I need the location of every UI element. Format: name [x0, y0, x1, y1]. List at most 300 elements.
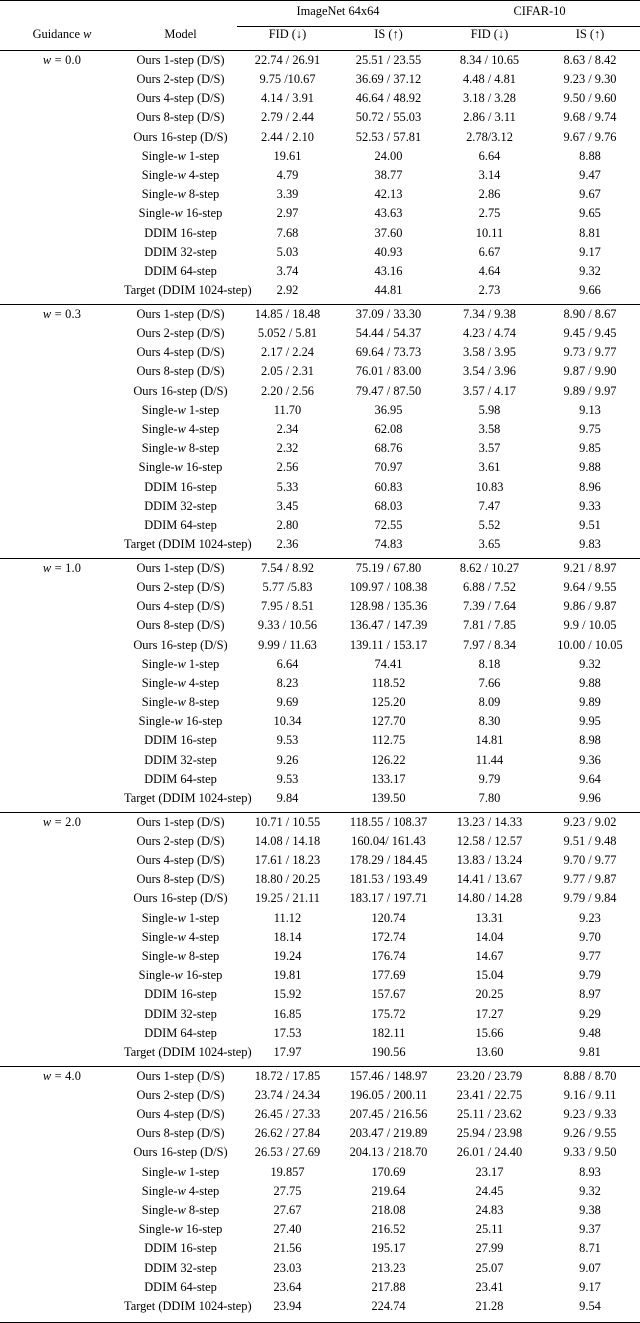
guidance-symbol: w	[177, 168, 186, 182]
cifar-fid-value: 20.25	[475, 987, 504, 1002]
guidance-empty	[0, 1046, 124, 1065]
imagenet-is-value: 74.41	[374, 656, 403, 671]
imagenet-fid-value: 14.08 / 14.18	[254, 833, 321, 848]
imagenet-fid-value: 2.20 / 2.56	[260, 383, 314, 398]
model-name: Ours 1-step (D/S)	[136, 306, 225, 321]
table-row	[0, 131, 640, 150]
imagenet-is-value: 36.95	[374, 402, 403, 417]
model-name: Single-w 8-step	[141, 187, 220, 202]
guidance-empty	[0, 284, 124, 303]
column-group-imagenet: ImageNet 64x64	[237, 4, 439, 27]
imagenet-fid-value: 22.74 / 26.91	[254, 52, 321, 67]
imagenet-is-value: 177.69	[371, 968, 406, 983]
guidance-empty	[0, 677, 124, 696]
table-row	[0, 305, 640, 327]
imagenet-fid-value: 9.99 / 11.63	[258, 637, 317, 652]
guidance-empty	[0, 423, 124, 442]
cifar-is-value: 9.13	[579, 402, 601, 417]
cifar-is-value: 8.88	[579, 148, 601, 163]
model-name: Single-w 1-step	[141, 1164, 220, 1179]
model-name: Single-w 8-step	[141, 1202, 220, 1217]
table-row	[0, 1281, 640, 1300]
cifar-is-value: 9.32	[579, 263, 601, 278]
model-name: Ours 1-step (D/S)	[136, 52, 225, 67]
table-row	[0, 481, 640, 500]
cifar-fid-value: 25.07	[475, 1260, 504, 1275]
cifar-is-value: 9.87 / 9.90	[563, 364, 617, 379]
model-name: Single-w 4-step	[141, 929, 220, 944]
cifar-is-value: 9.45 / 9.45	[563, 326, 617, 340]
table-row	[0, 969, 640, 988]
imagenet-fid-value: 2.97	[276, 206, 299, 221]
imagenet-is-value: 157.46 / 148.97	[349, 1068, 428, 1083]
table-row	[0, 111, 640, 130]
imagenet-is-value: 74.83	[374, 537, 403, 552]
cifar-fid-value: 8.62 / 10.27	[459, 560, 520, 575]
imagenet-is-value: 25.51 / 23.55	[355, 52, 422, 67]
guidance-value: w = 0.0	[42, 52, 82, 67]
imagenet-fid-value: 2.44 / 2.10	[260, 129, 314, 144]
imagenet-is-value: 204.13 / 218.70	[349, 1145, 428, 1160]
table-row	[0, 677, 640, 696]
imagenet-is-value: 218.08	[371, 1202, 406, 1217]
imagenet-is-value: 183.17 / 197.71	[349, 891, 428, 906]
cifar-is-value: 9.23 / 9.33	[563, 1107, 617, 1121]
cifar-is-value: 9.83	[579, 537, 601, 552]
cifar-is-value: 9.36	[579, 752, 601, 767]
table-row	[0, 658, 640, 677]
imagenet-is-value: 125.20	[371, 695, 406, 710]
imagenet-fid-value: 7.54 / 8.92	[260, 560, 314, 575]
table-row	[0, 284, 640, 303]
model-name: Single-w 16-step	[138, 714, 223, 729]
guidance-empty	[0, 265, 124, 284]
cifar-is-value: 8.93	[579, 1164, 601, 1179]
cifar-is-value: 9.95	[579, 714, 601, 729]
cifar-fid-value: 3.18 / 3.28	[462, 91, 516, 106]
cifar-fid-value: 2.75	[478, 206, 501, 221]
guidance-empty	[0, 950, 124, 969]
cifar-fid-value: 14.81	[475, 733, 504, 748]
imagenet-is-value: 50.72 / 55.03	[355, 110, 422, 125]
cifar-is-value: 9.50 / 9.60	[563, 91, 617, 106]
cifar-fid-value: 6.64	[478, 148, 501, 163]
imagenet-is-value: 75.19 / 67.80	[355, 560, 422, 575]
table-row	[0, 385, 640, 404]
guidance-empty	[0, 581, 124, 600]
imagenet-fid-value: 23.94	[273, 1298, 302, 1313]
model-name: DDIM 16-step	[144, 987, 217, 1002]
cifar-is-value: 9.70 / 9.77	[563, 853, 617, 868]
imagenet-fid-value: 9.33 / 10.56	[257, 618, 318, 633]
guidance-empty	[0, 734, 124, 753]
model-name: Single-w 8-step	[141, 695, 220, 710]
guidance-empty	[0, 150, 124, 169]
guidance-symbol: w	[174, 714, 183, 729]
header-imagenet-fid: FID (↓)	[268, 27, 307, 42]
header-model: Model	[164, 27, 197, 42]
model-name: DDIM 64-step	[144, 517, 217, 532]
guidance-symbol: w	[177, 1164, 186, 1179]
cifar-is-value: 8.63 / 8.42	[563, 52, 617, 67]
cifar-fid-value: 7.97 / 8.34	[462, 637, 516, 652]
model-name: Ours 4-step (D/S)	[136, 853, 225, 868]
imagenet-fid-value: 18.72 / 17.85	[254, 1068, 321, 1083]
imagenet-fid-value: 3.74	[276, 263, 299, 278]
table-row	[0, 346, 640, 365]
guidance-symbol: w	[177, 148, 186, 163]
imagenet-is-value: 128.98 / 135.36	[349, 599, 428, 614]
cifar-is-value: 9.67	[579, 187, 601, 202]
guidance-empty	[0, 169, 124, 188]
cifar-is-value: 9.86 / 9.87	[563, 599, 617, 614]
imagenet-is-value: 68.76	[374, 441, 403, 456]
cifar-fid-value: 23.41 / 22.75	[456, 1087, 523, 1102]
table-row	[0, 461, 640, 480]
table-row	[0, 1223, 640, 1242]
cifar-fid-value: 25.94 / 23.98	[456, 1126, 523, 1141]
imagenet-fid-value: 14.85 / 18.48	[254, 306, 321, 321]
cifar-fid-value: 3.58	[478, 421, 501, 436]
imagenet-fid-value: 21.56	[273, 1241, 302, 1256]
cifar-is-value: 9.73 / 9.77	[563, 345, 617, 360]
cifar-is-value: 9.17	[579, 1279, 601, 1294]
cifar-fid-value: 7.81 / 7.85	[462, 618, 516, 633]
imagenet-is-value: 60.83	[374, 479, 403, 494]
guidance-symbol: w	[42, 1068, 52, 1083]
imagenet-fid-value: 5.03	[276, 244, 299, 259]
table-row	[0, 792, 640, 811]
table-row	[0, 1185, 640, 1204]
cifar-fid-value: 23.17	[475, 1164, 504, 1179]
cifar-fid-value: 10.11	[475, 225, 504, 240]
guidance-empty	[0, 835, 124, 854]
table-row	[0, 581, 640, 600]
cifar-is-value: 8.88 / 8.70	[563, 1068, 617, 1083]
model-name: Ours 8-step (D/S)	[136, 1126, 225, 1141]
cifar-is-value: 9.88	[579, 675, 601, 690]
header-guidance: Guidance w	[32, 27, 92, 42]
guidance-empty	[0, 854, 124, 873]
cifar-fid-value: 3.57	[478, 441, 501, 456]
guidance-symbol: w	[42, 560, 52, 575]
model-name: Ours 2-step (D/S)	[136, 1087, 225, 1102]
imagenet-is-value: 37.60	[374, 225, 403, 240]
cifar-fid-value: 14.41 / 13.67	[456, 872, 523, 887]
table-row	[0, 813, 640, 835]
table-row	[0, 1262, 640, 1281]
imagenet-fid-value: 6.64	[276, 656, 299, 671]
cifar-is-value: 9.54	[579, 1298, 601, 1313]
cifar-fid-value: 7.34 / 9.38	[462, 306, 516, 321]
guidance-empty	[0, 873, 124, 892]
guidance-symbol: w	[42, 52, 52, 67]
imagenet-fid-value: 26.62 / 27.84	[254, 1126, 321, 1141]
guidance-symbol: w	[174, 206, 183, 221]
imagenet-is-value: 139.50	[371, 791, 406, 805]
guidance-symbol: w	[177, 949, 186, 963]
cifar-fid-value: 2.73	[478, 283, 501, 298]
imagenet-is-value: 207.45 / 216.56	[349, 1107, 428, 1121]
model-name: DDIM 32-step	[144, 498, 217, 513]
table-row	[0, 500, 640, 519]
model-name: Single-w 8-step	[141, 949, 220, 963]
imagenet-is-value: 118.55 / 108.37	[349, 814, 428, 829]
cifar-fid-value: 24.45	[475, 1183, 504, 1198]
cifar-is-value: 9.33	[579, 498, 601, 513]
guidance-symbol: w	[177, 675, 186, 690]
cifar-is-value: 9.65	[579, 206, 601, 221]
imagenet-is-value: 213.23	[371, 1260, 406, 1275]
model-name: Single-w 4-step	[141, 168, 220, 182]
table-row	[0, 227, 640, 246]
guidance-symbol: w	[177, 402, 186, 417]
imagenet-is-value: 79.47 / 87.50	[355, 383, 422, 398]
imagenet-fid-value: 10.71 / 10.55	[254, 814, 321, 829]
guidance-symbol: w	[177, 187, 186, 202]
table-row	[0, 931, 640, 950]
table-row	[0, 188, 640, 207]
imagenet-fid-value: 11.70	[273, 402, 302, 417]
model-name: Ours 4-step (D/S)	[136, 91, 225, 106]
imagenet-fid-value: 16.85	[273, 1006, 302, 1021]
table-row	[0, 51, 640, 73]
guidance-symbol: w	[174, 460, 183, 475]
table-row	[0, 734, 640, 753]
cifar-is-value: 8.81	[579, 225, 601, 240]
guidance-symbol: w	[83, 27, 92, 42]
imagenet-is-value: 72.55	[374, 517, 403, 532]
imagenet-is-value: 157.67	[371, 987, 406, 1002]
model-name: DDIM 64-step	[144, 1025, 217, 1040]
model-name: DDIM 32-step	[144, 752, 217, 767]
cifar-is-value: 9.32	[579, 1183, 601, 1198]
imagenet-fid-value: 4.79	[276, 168, 299, 182]
cifar-fid-value: 24.83	[475, 1202, 504, 1217]
table-row	[0, 207, 640, 226]
imagenet-fid-value: 17.53	[273, 1025, 302, 1040]
model-name: DDIM 16-step	[144, 479, 217, 494]
imagenet-fid-value: 2.92	[276, 283, 299, 298]
guidance-empty	[0, 131, 124, 150]
cifar-is-value: 8.90 / 8.67	[563, 306, 617, 321]
imagenet-fid-value: 2.56	[276, 460, 299, 475]
model-name: Ours 1-step (D/S)	[136, 814, 225, 829]
model-name: Ours 1-step (D/S)	[136, 560, 225, 575]
guidance-empty	[0, 246, 124, 265]
imagenet-is-value: 54.44 / 54.37	[355, 326, 422, 340]
cifar-fid-value: 8.30	[478, 714, 501, 729]
guidance-empty	[0, 715, 124, 734]
imagenet-is-value: 195.17	[371, 1241, 406, 1256]
model-name: Ours 2-step (D/S)	[136, 833, 225, 848]
table-row	[0, 1242, 640, 1261]
cifar-is-value: 9.23 / 9.02	[563, 814, 617, 829]
guidance-empty	[0, 1300, 124, 1319]
guidance-empty	[0, 442, 124, 461]
model-name: Single-w 4-step	[141, 421, 220, 436]
table-row	[0, 265, 640, 284]
table-row	[0, 1127, 640, 1146]
imagenet-is-value: 24.00	[374, 148, 403, 163]
guidance-symbol: w	[177, 910, 186, 925]
guidance-empty	[0, 404, 124, 423]
model-name: Ours 4-step (D/S)	[136, 599, 225, 614]
imagenet-is-value: 43.63	[374, 206, 403, 221]
table-row	[0, 1300, 640, 1319]
guidance-symbol: w	[174, 968, 183, 983]
model-name: Single-w 16-step	[138, 206, 223, 221]
imagenet-is-value: 181.53 / 193.49	[349, 872, 428, 887]
rule-segment	[237, 1319, 338, 1323]
cifar-is-value: 9.64	[579, 771, 601, 786]
guidance-empty	[0, 988, 124, 1007]
imagenet-is-value: 175.72	[371, 1006, 406, 1021]
imagenet-is-value: 219.64	[371, 1183, 406, 1198]
imagenet-fid-value: 2.79 / 2.44	[260, 110, 314, 125]
guidance-empty	[0, 773, 124, 792]
model-name: DDIM 32-step	[144, 1006, 217, 1021]
imagenet-fid-value: 2.80	[276, 517, 299, 532]
guidance-empty	[0, 931, 124, 950]
model-name: DDIM 32-step	[144, 1260, 217, 1275]
guidance-symbol: w	[42, 306, 52, 321]
imagenet-fid-value: 9.69	[276, 695, 299, 710]
guidance-empty	[0, 1281, 124, 1300]
cifar-is-value: 9.38	[579, 1202, 601, 1217]
rule-segment	[0, 1319, 124, 1323]
imagenet-fid-value: 18.14	[273, 929, 302, 944]
table-row	[0, 538, 640, 557]
imagenet-is-value: 178.29 / 184.45	[349, 853, 428, 868]
cifar-is-value: 10.00 / 10.05	[557, 637, 623, 652]
cifar-is-value: 9.32	[579, 656, 601, 671]
table-row	[0, 892, 640, 911]
cifar-fid-value: 5.52	[478, 517, 501, 532]
cifar-is-value: 9.89	[579, 695, 601, 710]
imagenet-is-value: 37.09 / 33.30	[355, 306, 422, 321]
guidance-empty	[0, 892, 124, 911]
imagenet-is-value: 170.69	[371, 1164, 406, 1179]
imagenet-is-value: 109.97 / 108.38	[349, 579, 428, 594]
table-row	[0, 423, 640, 442]
imagenet-fid-value: 19.857	[270, 1164, 305, 1179]
column-group-header-row	[0, 4, 640, 27]
imagenet-is-value: 38.77	[374, 168, 403, 182]
cifar-fid-value: 4.64	[478, 263, 501, 278]
cifar-is-value: 9.77 / 9.87	[563, 872, 617, 887]
guidance-empty	[0, 1185, 124, 1204]
imagenet-fid-value: 4.14 / 3.91	[260, 91, 314, 106]
cifar-fid-value: 8.34 / 10.65	[459, 52, 520, 67]
imagenet-fid-value: 5.77 /5.83	[262, 579, 313, 594]
imagenet-fid-value: 27.75	[273, 1183, 302, 1198]
imagenet-is-value: 217.88	[371, 1279, 406, 1294]
guidance-symbol: w	[177, 1183, 186, 1198]
imagenet-fid-value: 3.45	[276, 498, 299, 513]
model-name: Single-w 1-step	[141, 910, 220, 925]
guidance-empty	[0, 619, 124, 638]
model-name: DDIM 32-step	[144, 244, 217, 259]
table-bottom-rule	[0, 1319, 640, 1323]
guidance-empty	[0, 1223, 124, 1242]
imagenet-fid-value: 8.23	[276, 675, 299, 690]
model-name: Ours 16-step (D/S)	[133, 637, 228, 652]
table-row	[0, 619, 640, 638]
guidance-symbol: w	[174, 1222, 183, 1237]
imagenet-is-value: 172.74	[371, 929, 406, 944]
imagenet-is-value: 139.11 / 153.17	[349, 637, 428, 652]
guidance-empty	[0, 1242, 124, 1261]
cifar-fid-value: 17.27	[475, 1006, 504, 1021]
imagenet-fid-value: 5.33	[276, 479, 299, 494]
model-name: DDIM 64-step	[144, 1279, 217, 1294]
cifar-is-value: 9.9 / 10.05	[563, 618, 617, 633]
guidance-empty	[0, 365, 124, 384]
model-name: Single-w 16-step	[138, 460, 223, 475]
cifar-is-value: 9.81	[579, 1044, 601, 1059]
guidance-empty	[0, 696, 124, 715]
cifar-fid-value: 5.98	[478, 402, 501, 417]
cifar-is-value: 9.51	[579, 517, 601, 532]
imagenet-fid-value: 3.39	[276, 187, 299, 202]
table-row	[0, 773, 640, 792]
model-name: Target (DDIM 1024-step)	[124, 1044, 252, 1059]
cifar-fid-value: 13.60	[475, 1044, 504, 1059]
table-row	[0, 1204, 640, 1223]
model-name: Single-w 16-step	[138, 1222, 223, 1237]
cifar-fid-value: 8.09	[478, 695, 501, 710]
imagenet-fid-value: 26.53 / 27.69	[254, 1145, 321, 1160]
cifar-is-value: 9.96	[579, 791, 601, 805]
imagenet-is-value: 224.74	[371, 1298, 406, 1313]
guidance-empty	[0, 500, 124, 519]
imagenet-fid-value: 27.40	[273, 1222, 302, 1237]
table-row	[0, 854, 640, 873]
cifar-is-value: 9.88	[579, 460, 601, 475]
guidance-empty	[0, 1262, 124, 1281]
imagenet-is-value: 127.70	[371, 714, 406, 729]
model-name: Ours 8-step (D/S)	[136, 872, 225, 887]
guidance-empty	[0, 346, 124, 365]
table-row	[0, 559, 640, 581]
imagenet-fid-value: 9.53	[276, 733, 299, 748]
model-name: Single-w 4-step	[141, 1183, 220, 1198]
table-row	[0, 912, 640, 931]
imagenet-fid-value: 9.75 /10.67	[259, 72, 316, 87]
model-name: DDIM 16-step	[144, 733, 217, 748]
cifar-is-value: 9.51 / 9.48	[563, 833, 617, 848]
imagenet-is-value: 216.52	[371, 1222, 406, 1237]
cifar-is-value: 8.98	[579, 733, 601, 748]
imagenet-fid-value: 7.68	[276, 225, 299, 240]
table-row	[0, 169, 640, 188]
imagenet-fid-value: 15.92	[273, 987, 302, 1002]
guidance-symbol: w	[42, 814, 52, 829]
cifar-fid-value: 26.01 / 24.40	[456, 1145, 523, 1160]
table-row	[0, 73, 640, 92]
cifar-is-value: 9.16 / 9.11	[563, 1087, 617, 1102]
header-imagenet-is: IS (↑)	[374, 27, 403, 42]
cifar-fid-value: 25.11 / 23.62	[457, 1107, 522, 1121]
table-row	[0, 246, 640, 265]
guidance-empty	[0, 792, 124, 811]
model-name: Ours 4-step (D/S)	[136, 345, 225, 360]
imagenet-fid-value: 17.97	[273, 1044, 302, 1059]
guidance-empty	[0, 538, 124, 557]
model-name: DDIM 16-step	[144, 225, 217, 240]
table-row	[0, 715, 640, 734]
